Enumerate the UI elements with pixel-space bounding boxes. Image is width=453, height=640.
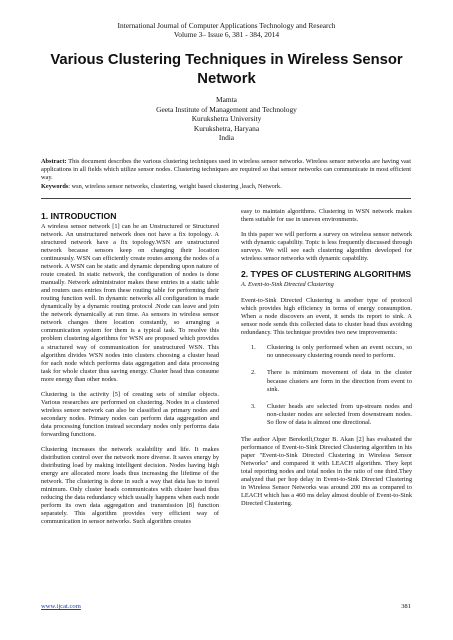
abstract	[41, 158, 411, 183]
section-heading-introduction: 1. INTRODUCTION	[41, 211, 117, 221]
subsection-heading-event-to-sink: A. Event-to-Sink Directed Clustering	[241, 281, 334, 289]
intro-paragraph-1: A wireless sensor network [1] can be an Unstructured or Structured network. An unstructured network does not have a fix topology. A structured network have a fix topology.WSN are unstructured network because sensors keep on changing their location continuously. WSN can efficiently create routes among the nodes of a network. A WSN can be static and dynamic depending upon nature of route created. In static network, the configuration of nodes is done manually. Network administrator makes these entries in a static table and routers uses entries from these routing table for performing their routing function well. In dynamic networks all configuration is made dynamically by a dynamic routing protocol .Node can leave and join the network dynamically at run time. As sensors in wireless sensor network changes there location constantly, so arranging a communication system for them is a typical task. To resolve this problem clustering algorithms for WSN are proposed which provides a structured way of communication for unstructured WSN. This algorithm divides WSN nodes into clusters choosing a cluster head for each node which performs data aggregation and data processing task for whole cluster thus saving energy. Cluster head thus consume more energy than other nodes.	[41, 222, 219, 383]
header-divider	[41, 198, 411, 199]
keywords-label: Keywords	[41, 183, 69, 190]
list-number: 3.	[251, 402, 256, 410]
journal-volume: Volume 3– Issue 6, 381 - 384, 2014	[173, 30, 280, 39]
author-country: India	[218, 133, 235, 143]
list-number: 2.	[251, 369, 256, 377]
intro-paragraph-2: Clustering is the activity [5] of creating sets of similar objects. Various researches are performed on clustering. Nodes in a clustered wireless sensor network can also be classified as primary nodes and secondary nodes. Primary nodes can perform data aggregation and data processing function instead secondary nodes only performs data forwarding functions.	[41, 390, 219, 438]
section-heading-types: 2. TYPES OF CLUSTERING ALGORITHMS	[241, 269, 412, 280]
author-block	[0, 95, 453, 143]
keywords-text: : wsn, wireless sensor networks, clustering, weight based clustering ,leach, Network.	[68, 183, 282, 190]
list-item	[241, 369, 412, 393]
left-column	[41, 208, 219, 533]
event-to-sink-paragraph: Event-to-Sink Directed Clustering is another type of protocol which provides high efficiency in terms of energy consumption. When a node discovers an event, it sends its report to sink. A sensor node sends this collected data to cluster head thus avoiding redundancy. This technique provides two new improvements:	[241, 297, 412, 337]
intro-paragraph-continued: easy to maintain algorithms. Clustering in WSN network makes them suitable for use in uneven environments.	[241, 208, 412, 224]
intro-paragraph-3: Clustering increases the network scalability and life. It makes distribution control over the network more diverse. It saves energy by distributing load by making intelligent decision. Nodes having high energy are allocated more loads thus increasing the lifetime of the network. The clustering is done in such a way that data has to travel minimum. Only cluster heads communicates with cluster head thus reducing the data redundancy which usually happens when each node perform its own data aggregation and transmission [8] function separately. This algorithm provides very efficient way of communication in sensor networks. Such algorithm creates	[41, 446, 219, 526]
author-university: Kurukshetra University	[191, 114, 262, 124]
journal-header	[0, 21, 453, 39]
keywords	[41, 183, 411, 191]
author-city: Kurukshetra, Haryana	[193, 123, 260, 133]
page-number: 381	[401, 603, 411, 610]
list-text: Cluster heads are selected from up-stream nodes and non-cluster nodes are selected from downstream nodes. So flow of data is almost one directional.	[267, 402, 412, 426]
author-name: Mamta	[216, 95, 237, 104]
improvements-list	[241, 344, 412, 426]
list-item	[241, 403, 412, 427]
survey-paragraph: In this paper we will perform a survey on wireless sensor network with dynamic capability. Topic is less frequently discussed through surveys. We will see each clustering algorithm developed for wireless sensor networks with dynamic capability.	[241, 231, 412, 263]
journal-website-link[interactable]: www.ijcat.com	[41, 603, 81, 610]
evaluation-paragraph: The author Alper Bereketli,Ozgur B. Akan [2] has evaluated the performance of Event-to-Sink Directed Clustering algorithm in his paper "Event-to-Sink Directed Clustering in Wireless Sensor Networks" and compared it with LEACH algorithm. They kept total reporting nodes and total nodes in the ratio of one third.They analyzed that per hop delay in Event-to-Sink Directed Clustering in Wireless Sensor Networks was around 200 ms as compared to LEACH which has a 460 ms delay almost double of Event-to-Sink Directed Clustering.	[241, 435, 412, 508]
list-text: There is minimum movement of data in the cluster because clusters are form in the direction from event to sink.	[267, 369, 412, 393]
list-number: 1.	[251, 344, 256, 352]
paper-title: Various Clustering Techniques in Wireless Sensor Network	[50, 52, 403, 87]
abstract-text: This document describes the various clustering techniques used in wireless sensor networks. Wireless sensor networks are having vast applications in all fields which utilize sensor nodes. Clustering techniques are required so that sensor networks can communicate in most efficient way.	[41, 158, 411, 182]
list-text: Clustering is only performed when an event occurs, so no unnecessary clustering rounds need to perform.	[267, 344, 412, 360]
list-item	[241, 344, 412, 360]
author-affiliation: Geeta Institute of Management and Technology	[156, 104, 297, 114]
journal-name: International Journal of Computer Applications Technology and Research	[117, 21, 336, 30]
abstract-label: Abstract:	[41, 158, 67, 165]
right-column	[241, 208, 412, 515]
